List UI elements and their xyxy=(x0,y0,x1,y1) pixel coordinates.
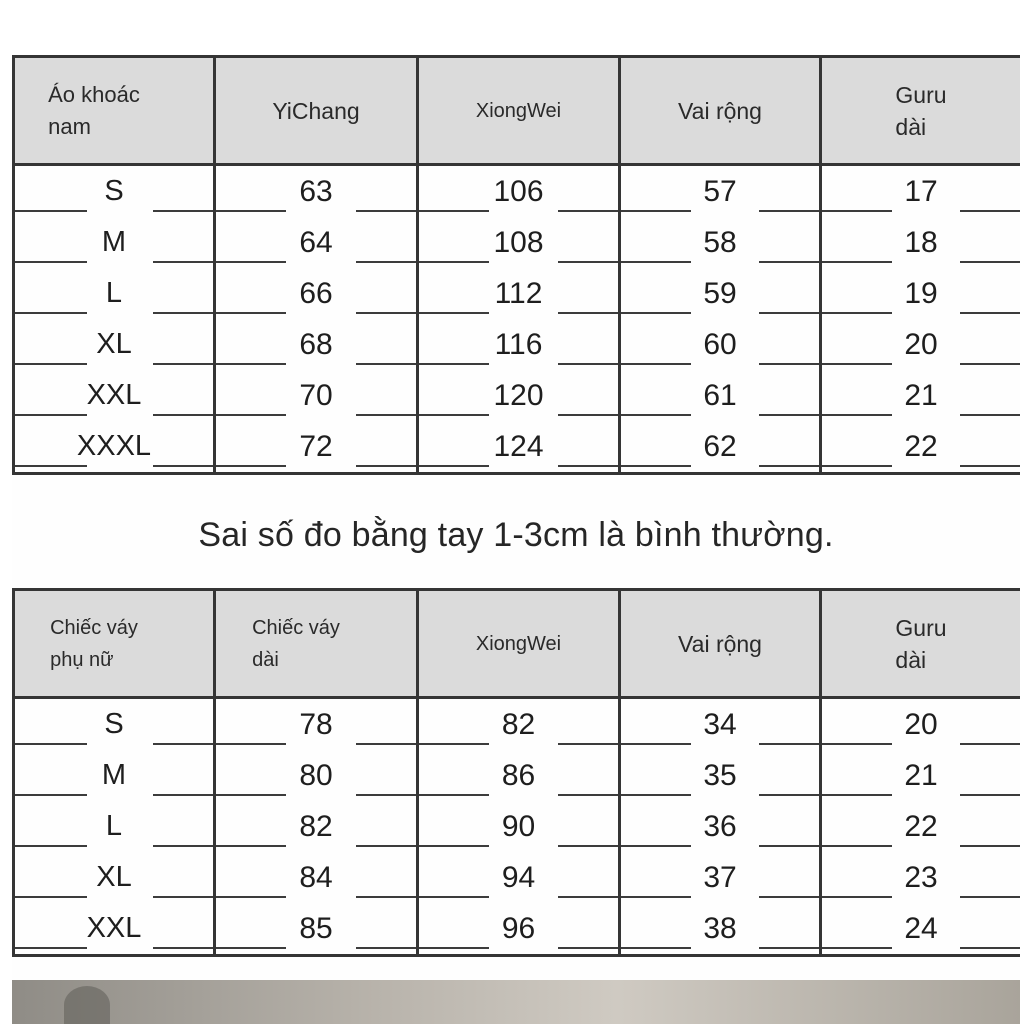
measurement-cell: 21 xyxy=(821,750,1021,801)
measurement-cell: 124 xyxy=(418,421,620,474)
header-line: YiChang xyxy=(272,97,360,124)
size-label-cell: XL xyxy=(14,319,215,370)
measurement-cell: 86 xyxy=(418,750,620,801)
size-label-cell: S xyxy=(14,698,215,751)
header-line: XiongWei xyxy=(475,99,562,122)
table-body xyxy=(14,698,1021,956)
measurement-cell: 116 xyxy=(418,319,620,370)
size-label-cell: L xyxy=(14,268,215,319)
measurement-cell: 96 xyxy=(418,903,620,956)
measurement-cell: 17 xyxy=(821,165,1021,218)
measurement-cell: 57 xyxy=(620,165,821,218)
measurement-cell: 85 xyxy=(215,903,418,956)
header-line: Guru xyxy=(895,81,947,108)
women-dress-size-table xyxy=(12,588,1020,957)
header-line: Guru xyxy=(895,614,947,641)
table-row xyxy=(14,319,1021,370)
measurement-cell: 62 xyxy=(620,421,821,474)
size-label-cell: XXXL xyxy=(14,421,215,474)
measurement-cell: 37 xyxy=(620,852,821,903)
measurement-cell: 66 xyxy=(215,268,418,319)
men-jacket-size-table xyxy=(12,55,1020,475)
measurement-cell: 72 xyxy=(215,421,418,474)
measurement-cell: 22 xyxy=(821,801,1021,852)
measurement-note: Sai số đo bằng tay 1-3cm là bình thường. xyxy=(198,516,834,554)
measurement-cell: 112 xyxy=(418,268,620,319)
header-chest xyxy=(418,57,620,165)
header-chest xyxy=(418,590,620,698)
measurement-cell: 61 xyxy=(620,370,821,421)
header-line: Áo khoác xyxy=(48,81,140,107)
header-sleeve xyxy=(821,590,1021,698)
table-header-row xyxy=(14,590,1021,698)
table-body xyxy=(14,165,1021,474)
header-dress-length xyxy=(215,590,418,698)
measurement-cell: 82 xyxy=(215,801,418,852)
measurement-cell: 24 xyxy=(821,903,1021,956)
table-header-row xyxy=(14,57,1021,165)
header-line: XiongWei xyxy=(475,632,562,655)
measurement-cell: 59 xyxy=(620,268,821,319)
header-product-women-dress xyxy=(14,590,215,698)
measurement-cell: 35 xyxy=(620,750,821,801)
measurement-cell: 18 xyxy=(821,217,1021,268)
header-shoulder xyxy=(620,590,821,698)
header-length xyxy=(215,57,418,165)
measurement-cell: 20 xyxy=(821,698,1021,751)
background-photo-strip xyxy=(12,980,1020,1024)
measurement-cell: 38 xyxy=(620,903,821,956)
measurement-cell: 70 xyxy=(215,370,418,421)
measurement-cell: 22 xyxy=(821,421,1021,474)
size-label-cell: M xyxy=(14,750,215,801)
measurement-cell: 21 xyxy=(821,370,1021,421)
table-row xyxy=(14,698,1021,751)
measurement-cell: 64 xyxy=(215,217,418,268)
measurement-cell: 36 xyxy=(620,801,821,852)
table-row xyxy=(14,852,1021,903)
measurement-cell: 68 xyxy=(215,319,418,370)
header-line: Chiếc váy xyxy=(252,616,340,639)
measurement-cell: 120 xyxy=(418,370,620,421)
table-row xyxy=(14,801,1021,852)
header-line: nam xyxy=(48,113,91,139)
measurement-cell: 63 xyxy=(215,165,418,218)
measurement-cell: 108 xyxy=(418,217,620,268)
measurement-cell: 94 xyxy=(418,852,620,903)
header-line: Vai rộng xyxy=(678,97,762,124)
measurement-cell: 106 xyxy=(418,165,620,218)
measurement-cell: 60 xyxy=(620,319,821,370)
size-label-cell: L xyxy=(14,801,215,852)
measurement-cell: 34 xyxy=(620,698,821,751)
size-label-cell: XXL xyxy=(14,370,215,421)
measurement-cell: 78 xyxy=(215,698,418,751)
measurement-cell: 19 xyxy=(821,268,1021,319)
header-line: phụ nữ xyxy=(50,648,114,671)
measurement-cell: 84 xyxy=(215,852,418,903)
top-margin xyxy=(0,0,1024,55)
table-row xyxy=(14,370,1021,421)
header-product-men-jacket xyxy=(14,57,215,165)
table-row xyxy=(14,903,1021,956)
size-label-cell: XXL xyxy=(14,903,215,956)
measurement-cell: 58 xyxy=(620,217,821,268)
header-line: Chiếc váy xyxy=(50,616,138,639)
header-line: dài xyxy=(895,646,927,673)
table-row xyxy=(14,217,1021,268)
table-row xyxy=(14,750,1021,801)
header-line: dài xyxy=(252,648,279,671)
measurement-cell: 20 xyxy=(821,319,1021,370)
measurement-cell: 90 xyxy=(418,801,620,852)
header-line: dài xyxy=(895,113,927,140)
size-label-cell: XL xyxy=(14,852,215,903)
header-shoulder xyxy=(620,57,821,165)
header-line: Vai rộng xyxy=(678,630,762,657)
measurement-cell: 82 xyxy=(418,698,620,751)
size-label-cell: M xyxy=(14,217,215,268)
header-sleeve xyxy=(821,57,1021,165)
size-label-cell: S xyxy=(14,165,215,218)
table-row xyxy=(14,268,1021,319)
table-row xyxy=(14,165,1021,218)
table-row xyxy=(14,421,1021,474)
measurement-cell: 80 xyxy=(215,750,418,801)
size-chart-sheet xyxy=(12,55,1020,980)
measurement-cell: 23 xyxy=(821,852,1021,903)
